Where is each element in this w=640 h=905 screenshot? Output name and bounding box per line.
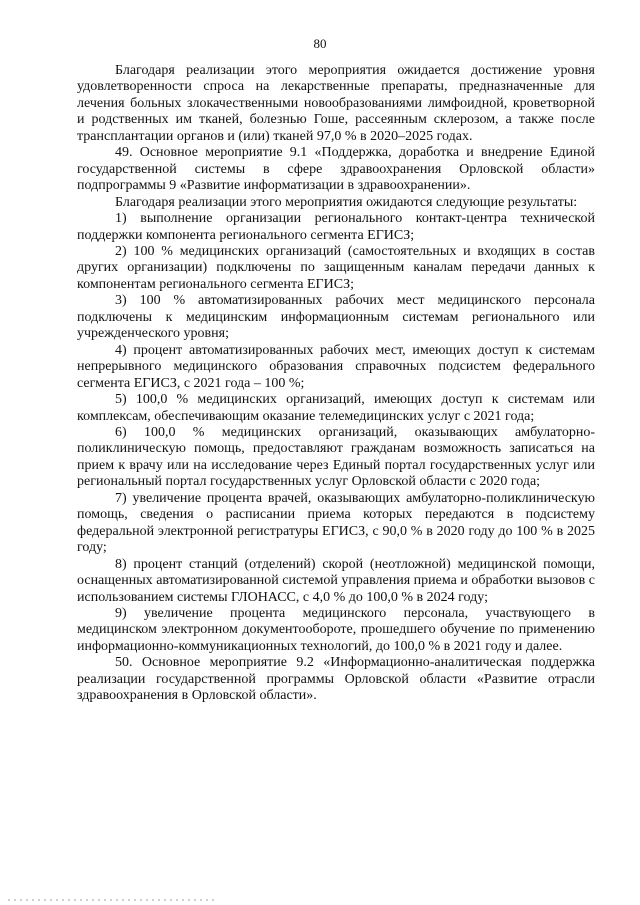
list-item-4: 4) процент автоматизированных рабочих мест, имеющих доступ к системам непрерывного медицинского образования справочных подсистем федерального сегмента ЕГИСЗ, с 2021 года – 100 %; <box>77 342 595 391</box>
list-item-1: 1) выполнение организации регионального контакт-центра технической поддержки компонента регионального сегмента ЕГИСЗ; <box>77 211 595 243</box>
list-item-3: 3) 100 % автоматизированных рабочих мест медицинского персонала подключены к медицинским информационным системам регионального или учрежденческого уровня; <box>77 293 595 342</box>
page-number: 80 <box>313 36 327 51</box>
paragraph-results-intro: Благодаря реализации этого мероприятия ожидаются следующие результаты: <box>115 194 578 210</box>
paragraph-item-50: 50. Основное мероприятие 9.2 «Информационно-аналитическая поддержка реализации государственной программы Орловской области «Развитие отрасли здравоохранения в Орловской области». <box>77 655 595 704</box>
list-item-6: 6) 100,0 % медицинских организаций, оказывающих амбулаторно-поликлиническую помощь, предоставляют гражданам возможность записаться на прием к врачу или на исследование через Единый портал государственных услуг или региональный портал государственных услуг Орловской области с 2020 года; <box>77 424 595 490</box>
paragraph-item-49: 49. Основное мероприятие 9.1 «Поддержка, доработка и внедрение Единой государственной системы в сфере здравоохранения Орловской области» подпрограммы 9 «Развитие информатизации в здравоохранении». <box>77 145 595 194</box>
list-item-9: 9) увеличение процента медицинского персонала, участвующего в медицинском электронном документообороте, прошедшего обучение по применению информационно-коммуникационных технологий, до 100,0 % в 2021 году и далее. <box>77 605 595 654</box>
list-item-8: 8) процент станций (отделений) скорой (неотложной) медицинской помощи, оснащенных автоматизированной системой управления приема и обработки вызовов с использованием системы ГЛОНАСС, с 4,0 % до 100,0 % в 2024 году; <box>77 556 595 605</box>
document-body <box>77 63 595 705</box>
list-item-5: 5) 100,0 % медицинских организаций, имеющих доступ к системам или комплексам, обеспечивающим оказание телемедицинских услуг с 2021 года; <box>77 392 595 424</box>
list-item-7: 7) увеличение процента врачей, оказывающих амбулаторно-поликлиническую помощь, сведения о расписании приема которых передаются в подсистему федеральной электронной регистратуры ЕГИСЗ, с 90,0 % в 2020 году до 100 % в 2025 году; <box>77 490 595 556</box>
paragraph-expected-results: Благодаря реализации этого мероприятия ожидается достижение уровня удовлетворенности спроса на лекарственные препараты, предназначенные для лечения больных злокачественными новообразованиями лимфоидной, кроветворной и родственных им тканей, болезнью Гоше, рассеянным склерозом, а также после трансплантации органов и (или) тканей 97,0 % в 2020–2025 годах. <box>77 63 595 144</box>
list-item-2: 2) 100 % медицинских организаций (самостоятельных и входящих в состав других организации) подключены по защищенным каналам передачи данных к компонентам регионального сегмента ЕГИСЗ; <box>77 243 595 292</box>
scan-artifact <box>8 899 218 901</box>
